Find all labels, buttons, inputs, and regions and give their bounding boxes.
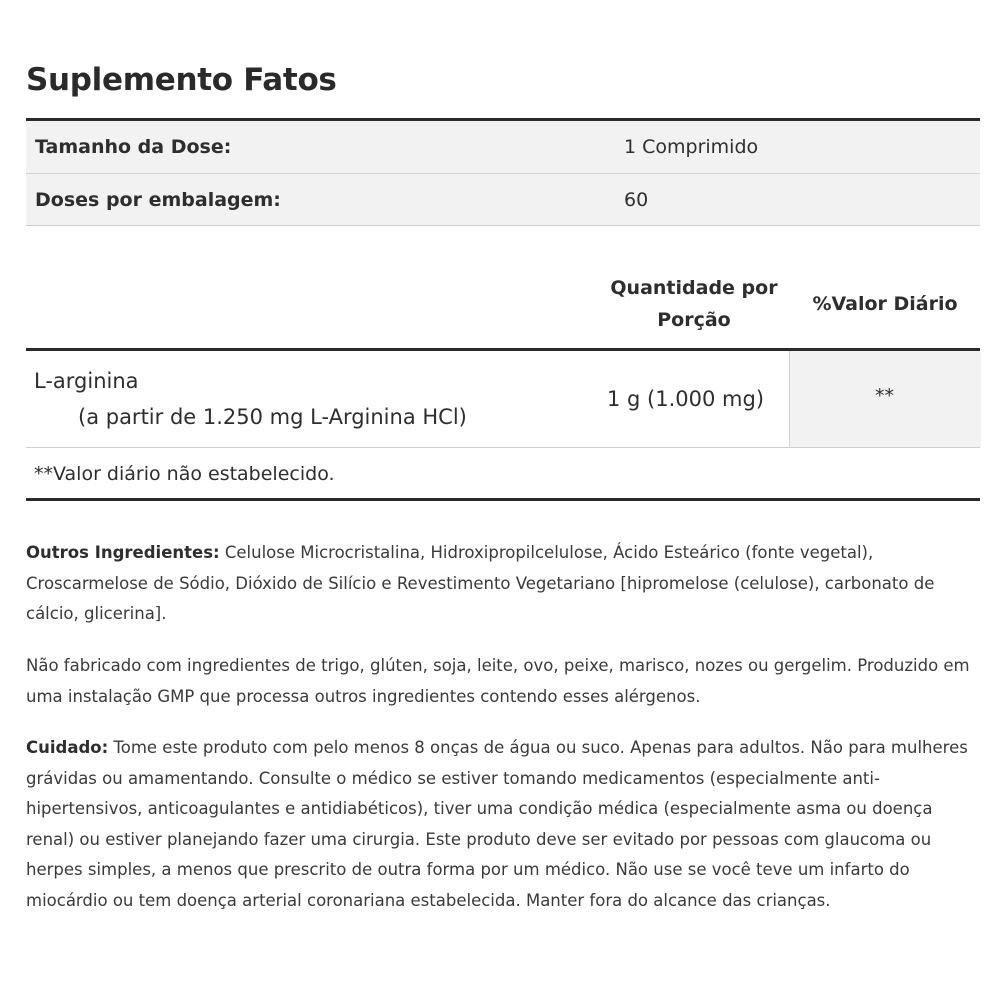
caution-label: Cuidado: <box>26 738 109 757</box>
other-ingredients-label: Outros Ingredientes: <box>26 543 220 562</box>
servings-per-container-row <box>26 174 980 226</box>
nutrient-daily-value: ** <box>875 385 894 407</box>
nutrient-amount: 1 g (1.000 mg) <box>607 387 765 411</box>
nutrient-source: (a partir de 1.250 mg L-Arginina HCl) <box>78 405 467 429</box>
allergen-statement: Não fabricado com ingredientes de trigo, glúten, soja, leite, ovo, peixe, marisco, nozes ou gergelim. Produzido em uma instalação GMP que processa outros ingredientes contendo esses alérgenos. <box>26 656 970 706</box>
amount-per-serving-header <box>600 272 788 336</box>
nutrient-name: L-arginina <box>34 369 139 393</box>
serving-info-table <box>26 118 980 226</box>
caution-text: Tome este produto com pelo menos 8 onças de água ou suco. Apenas para adultos. Não para mulheres grávidas ou amamentando. Consulte o médico se estiver tomando medicamentos (especialmente anti-hipertensivos, anticoagulantes e antidiabéticos), tiver uma condição médica (especialmente asma ou doença renal) ou estiver planejando fazer uma cirurgia. Este produto deve ser evitado por pessoas com glaucoma ou herpes simples, a menos que prescrito de outra forma por um médico. Não use se você teve um infarto do miocárdio ou tem doença arterial coronariana estabelecida. Manter fora do alcance das crianças. <box>26 738 968 910</box>
nutrient-table <box>26 348 980 501</box>
servings-per-container-label: Doses por embalagem: <box>35 189 281 211</box>
caution-statement <box>26 733 976 916</box>
serving-size-value: 1 Comprimido <box>624 136 759 158</box>
serving-size-row <box>26 121 980 174</box>
amount-header-line1: Quantidade por <box>610 277 778 299</box>
other-ingredients <box>26 538 976 630</box>
table-row <box>26 351 980 448</box>
daily-value-footnote: **Valor diário não estabelecido. <box>34 463 335 485</box>
daily-value-header: %Valor Diário <box>812 293 958 315</box>
page-title: Suplemento Fatos <box>26 62 337 98</box>
serving-size-label: Tamanho da Dose: <box>35 136 232 158</box>
servings-per-container-value: 60 <box>624 189 649 211</box>
amount-header-line2: Porção <box>657 309 731 331</box>
other-ingredients-text: Celulose Microcristalina, Hidroxipropilcelulose, Ácido Esteárico (fonte vegetal), Croscarmelose de Sódio, Dióxido de Silício e Revestimento Vegetariano [hipromelose (celulose), carbonato de cálcio, glicerina]. <box>26 543 935 623</box>
